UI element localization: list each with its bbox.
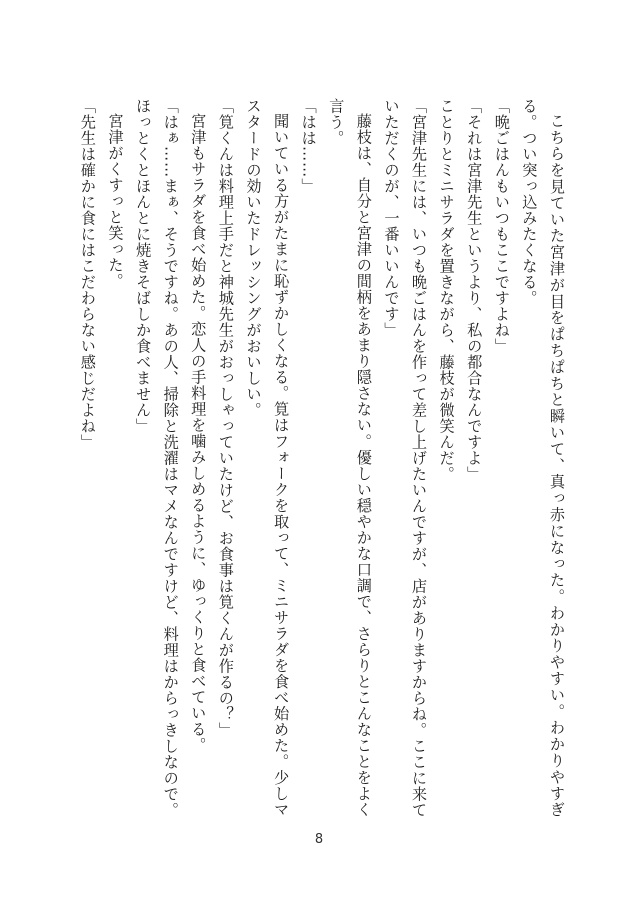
paragraph: 宮津がくすっと笑った。 — [106, 113, 125, 290]
dialogue-line: 「それは宮津先生というより、私の都合なんですよ」 — [465, 98, 484, 482]
dialogue-line: 「宮津先生には、いつも晩ごはんを作って差し上げたいんですが、店がありますからね。ここに来ていただくのが、一番いいんです」 — [382, 98, 429, 818]
dialogue-line: 「はぁ……まぁ、そうですね。あの人、掃除と洗濯はマメなんですけど、料理はからっきしなので。ほっとくとほんとに焼きそばしか食べません」 — [134, 98, 180, 818]
paragraph: 宮津もサラダを食べ始めた。恋人の手料理を噛みしめるように、ゆっくりと食べている。 — [189, 113, 208, 754]
paragraph: 藤枝は、自分と宮津の間柄をあまり隠さない。優しい穏やかな口調で、さらりとこんなことをよく言う。 — [327, 98, 373, 818]
dialogue-line: 「はは……」 — [299, 98, 318, 194]
paragraph: ことりとミニサラダを置きながら、藤枝が微笑んだ。 — [437, 98, 456, 482]
vertical-text-body — [65, 98, 570, 818]
paragraph: 聞いている方がたまに恥ずかしくなる。筧はフォークを取って、ミニサラダを食べ始めた。少しマスタードの効いたドレッシングがおいしい。 — [244, 98, 291, 818]
page-number: 8 — [314, 832, 324, 847]
dialogue-line: 「先生は確かに食にはこだわらない感じだよね」 — [78, 98, 97, 450]
paragraph: こちらを見ていた宮津が目をぱちぱちと瞬いて、真っ赤になった。わかりやすい。わかりやすぎる。つい突っ込みたくなる。 — [520, 98, 566, 818]
dialogue-line: 「筧くんは料理上手だと神城先生がおっしゃっていたけど、お食事は筧くんが作るの？」 — [216, 98, 235, 738]
dialogue-line: 「晩ごはんもいつもここですよね」 — [492, 98, 511, 354]
